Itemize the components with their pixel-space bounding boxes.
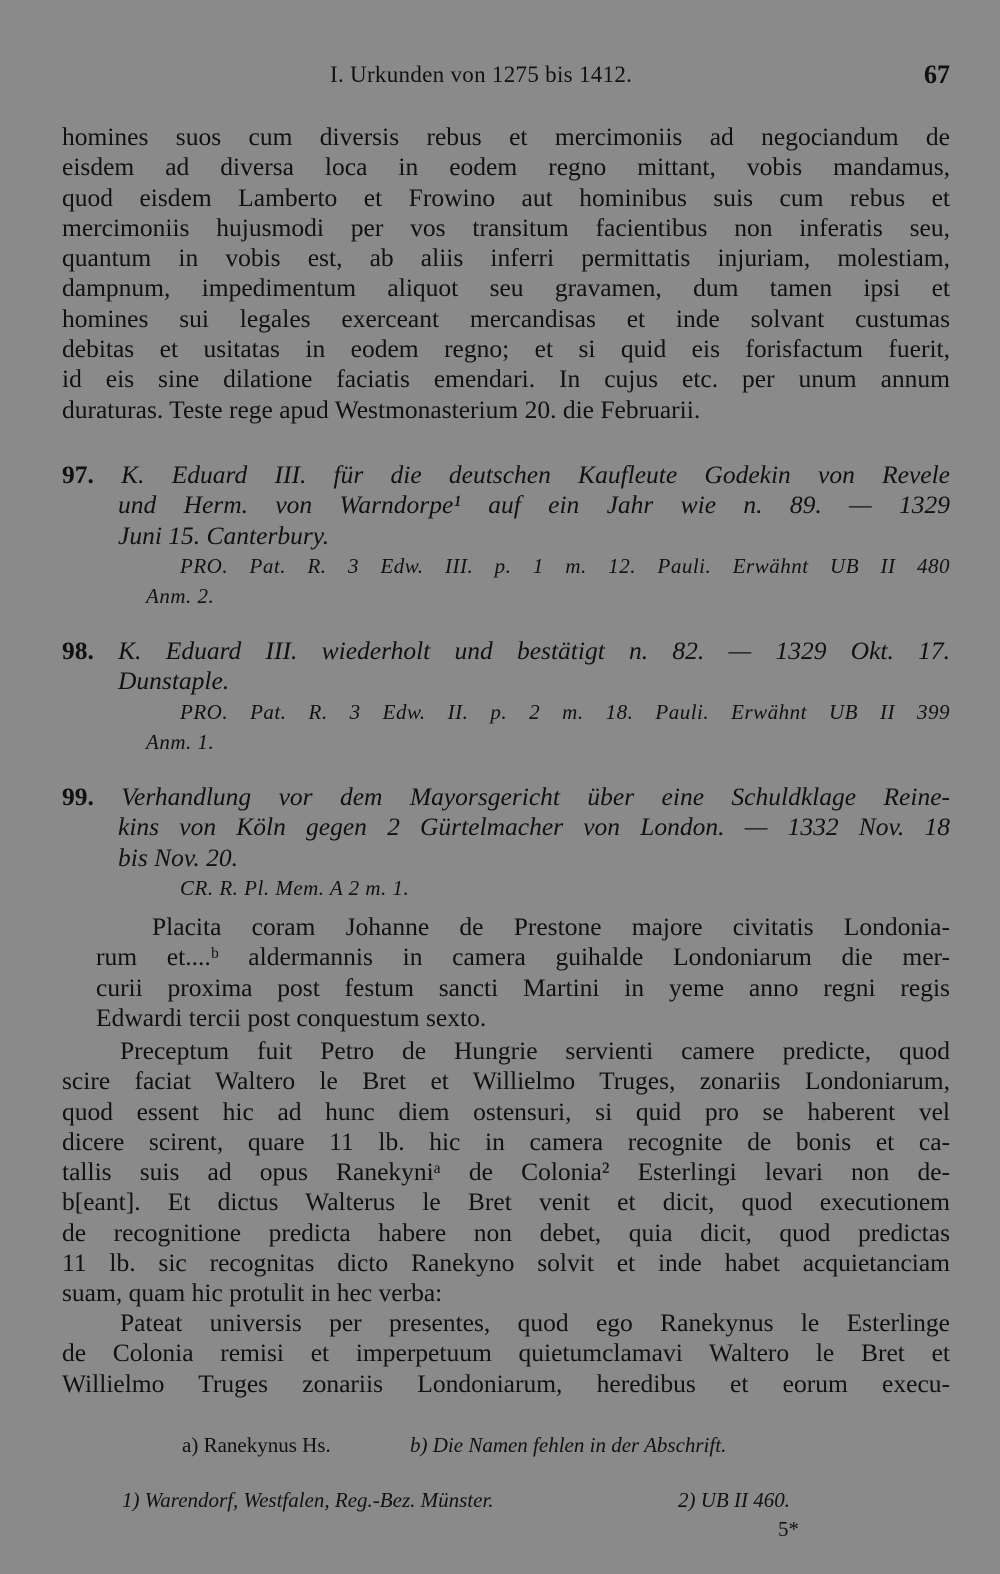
text-line: rum et....ᵇ aldermannis in camera guihalde Londoniarum die mer- bbox=[96, 942, 950, 972]
paragraph-2 bbox=[96, 912, 950, 1033]
entry-heading-line bbox=[62, 460, 950, 490]
entry-number: 97. bbox=[62, 460, 94, 489]
footnote-2: 2) UB II 460. bbox=[678, 1488, 790, 1512]
text-line: id eis sine dilatione faciatis emendari. In cujus etc. per unum annum bbox=[62, 364, 950, 394]
text-line: Pateat universis per presentes, quod ego Ranekynus le Esterlinge bbox=[120, 1308, 950, 1337]
text-line: mercimoniis hujusmodi per vos transitum facientibus non inferatis seu, bbox=[62, 212, 950, 242]
text-line: de recognitione predicta habere non debet, quia dicit, quod predictas bbox=[62, 1217, 950, 1247]
footnote-b: b) Die Namen fehlen in der Abschrift. bbox=[410, 1433, 727, 1457]
text-line: dicere scirent, quare 11 lb. hic in camera recognite de bonis et ca- bbox=[62, 1126, 950, 1156]
text-line: tallis suis ad opus Ranekyniᵃ de Colonia² Esterlingi levari non de- bbox=[62, 1157, 950, 1187]
paragraph-4 bbox=[62, 1308, 950, 1399]
text-line: debitas et usitatas in eodem regno; et si quid eis forisfactum fuerit, bbox=[62, 334, 950, 364]
entry-99 bbox=[62, 782, 950, 903]
text-line: duraturas. Teste rege apud Westmonasterium 20. die Februarii. bbox=[62, 394, 701, 424]
entry-heading-line: und Herm. von Warndorpe¹ auf ein Jahr wie n. 89. — 1329 bbox=[118, 490, 950, 520]
text-line: Edwardi tercii post conquestum sexto. bbox=[96, 1002, 487, 1032]
text-line: homines sui legales exerceant mercandisas et inde solvant custumas bbox=[62, 303, 950, 333]
paragraph-1 bbox=[62, 122, 950, 425]
text-line: quod essent hic ad hunc diem ostensuri, si quid pro se haberent vel bbox=[62, 1096, 950, 1126]
entry-98 bbox=[62, 636, 950, 757]
text-line: quod eisdem Lamberto et Frowino aut hominibus suis cum rebus et bbox=[62, 182, 950, 212]
entry-source: Anm. 1. bbox=[146, 729, 215, 754]
entry-heading-line: bis Nov. 20. bbox=[118, 842, 238, 872]
text-line: b[eant]. Et dictus Walterus le Bret venit et dicit, quod executionem bbox=[62, 1187, 950, 1217]
signature-mark: 5* bbox=[778, 1517, 799, 1541]
entry-heading-line bbox=[62, 636, 950, 666]
text-line: eisdem ad diversa loca in eodem regno mittant, vobis mandamus, bbox=[62, 152, 950, 182]
entry-97 bbox=[62, 460, 950, 611]
entry-number: 98. bbox=[62, 636, 94, 665]
footnote-a: a) Ranekynus Hs. bbox=[182, 1433, 331, 1457]
text-line: homines suos cum diversis rebus et mercimoniis ad negociandum de bbox=[62, 122, 950, 151]
entry-heading-line: Juni 15. Canterbury. bbox=[118, 520, 330, 550]
entry-number: 99. bbox=[62, 782, 94, 811]
text-line: Preceptum fuit Petro de Hungrie servienti camere predicte, quod bbox=[120, 1036, 950, 1065]
text-line: dampnum, impedimentum aliquot seu gravamen, dum tamen ipsi et bbox=[62, 273, 950, 303]
text-line: scire faciat Waltero le Bret et Willielmo Truges, zonariis Londoniarum, bbox=[62, 1066, 950, 1096]
entry-title: K. Eduard III. wiederholt und bestätigt n. 82. — 1329 Okt. 17. bbox=[118, 636, 950, 665]
entry-source: PRO. Pat. R. 3 Edw. II. p. 2 m. 18. Pauli. Erwähnt UB II 399 bbox=[180, 699, 950, 724]
paragraph-3 bbox=[62, 1036, 950, 1309]
entry-source: PRO. Pat. R. 3 Edw. III. p. 1 m. 12. Pauli. Erwähnt UB II 480 bbox=[180, 553, 950, 578]
text-line: Placita coram Johanne de Prestone majore civitatis Londonia- bbox=[152, 912, 950, 941]
entry-title: K. Eduard III. für die deutschen Kaufleute Godekin von Revele bbox=[121, 460, 950, 489]
entry-heading-line: Dunstaple. bbox=[118, 666, 230, 696]
entry-source: Anm. 2. bbox=[146, 584, 215, 609]
entry-title: Verhandlung vor dem Mayorsgericht über eine Schuldklage Reine- bbox=[121, 782, 951, 811]
entry-heading-line bbox=[62, 782, 950, 812]
text-line: 11 lb. sic recognitas dicto Ranekyno solvit et inde habet acquietanciam bbox=[62, 1248, 950, 1278]
footnote-1: 1) Warendorf, Westfalen, Reg.-Bez. Münster. bbox=[122, 1488, 494, 1512]
text-line: Willielmo Truges zonariis Londoniarum, heredibus et eorum execu- bbox=[62, 1368, 950, 1398]
text-line: de Colonia remisi et imperpetuum quietumclamavi Waltero le Bret et bbox=[62, 1338, 950, 1368]
page-header bbox=[62, 58, 950, 92]
text-line: suam, quam hic protulit in hec verba: bbox=[62, 1278, 443, 1308]
entry-heading-line: kins von Köln gegen 2 Gürtelmacher von London. — 1332 Nov. 18 bbox=[118, 812, 950, 842]
page-number: 67 bbox=[924, 60, 950, 89]
text-line: quantum in vobis est, ab aliis inferri permittatis injuriam, molestiam, bbox=[62, 243, 950, 273]
text-line: curii proxima post festum sancti Martini in yeme anno regni regis bbox=[96, 972, 950, 1002]
running-head: I. Urkunden von 1275 bis 1412. bbox=[330, 62, 633, 87]
entry-source: CR. R. Pl. Mem. A 2 m. 1. bbox=[180, 875, 410, 900]
